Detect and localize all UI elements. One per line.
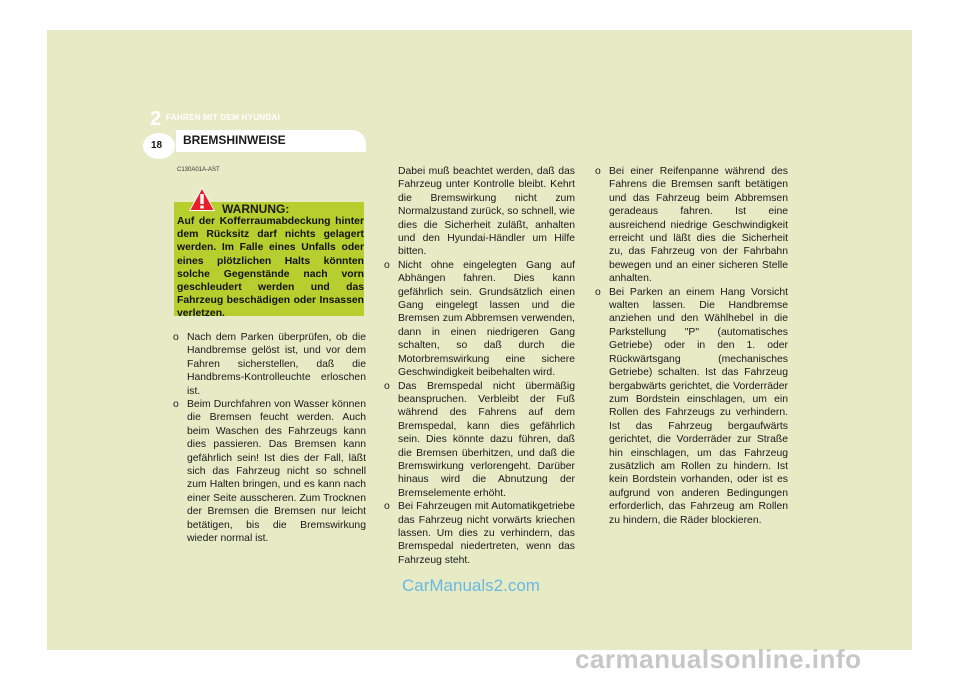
list-item-text: Beim Durchfahren von Wasser können die Bremsen feucht werden. Auch beim Waschen des Fahrzeugs kann dies passieren. Das Bremsen kann gefährlich sein! Ist dies der Fall, läßt sich das Fahrzeug nicht so schnell zum Halten bringen, und es kann nach einer Seite ausscheren. Zum Trocknen der Bremsen die Bremsen nur leicht betätigen, bis die Bremswirkung wieder normal ist. bbox=[187, 399, 366, 545]
chapter-number: 2 bbox=[150, 108, 162, 130]
warning-title: WARNUNG: bbox=[222, 202, 290, 216]
watermark-link[interactable]: CarManuals2.com bbox=[402, 576, 540, 595]
list-item-text: Nicht ohne eingelegten Gang auf Abhängen fahren. Dies kann gefährlich sein. Grundsätzlich einen Gang eingelegt lassen und die Bremsen zum Abbremsen verwenden, dann in einen niedrigeren Gang schalten, so daß durch die Motorbremswirkung eine sichere Geschwindigkeit beibehalten wird. bbox=[398, 259, 575, 379]
list-item-text: Das Bremspedal nicht übermäßig beanspruchen. Verbleibt der Fuß während des Fahrens auf dem Bremspedal, kann dies gefährlich sein. Dies könnte dazu führen, daß die Bremsen überhitzen, und daß die Bremswirkung verlorengeht. Darüber hinaus wird die Abnutzung der Bremselemente erhöht. bbox=[398, 380, 575, 499]
bullet: o bbox=[173, 332, 179, 343]
bullet: o bbox=[384, 380, 390, 392]
list-item bbox=[173, 398, 366, 545]
column-1 bbox=[173, 331, 366, 546]
list-item bbox=[384, 259, 575, 380]
section-title: BREMSHINWEISE bbox=[183, 133, 286, 147]
column-3 bbox=[595, 165, 788, 527]
bullet: o bbox=[595, 166, 601, 177]
list-item bbox=[384, 380, 575, 501]
list-item bbox=[384, 500, 575, 567]
bullet: o bbox=[595, 286, 601, 298]
bullet: o bbox=[173, 399, 179, 411]
list-item bbox=[595, 286, 788, 527]
list-item-text: Bei einer Reifenpanne während des Fahrens die Bremsen sanft betätigen und das Fahrzeug beim Abbremsen geradeaus fahren. Ist eine ausreichend niedrige Geschwindigkeit erreicht und läßt dies die Sicherheit zu, das Fahrzeug von der Fahrbahn bewegen und an einer sicheren Stelle anhalten. bbox=[609, 166, 788, 285]
page-number: 18 bbox=[151, 140, 163, 151]
watermark-text: carmanualsonline.info bbox=[575, 644, 862, 674]
bullet: o bbox=[384, 259, 390, 271]
warning-text: Auf der Kofferraumabdeckung hinter dem Rücksitz darf nichts gelagert werden. Im Falle eines Unfalls oder eines plötzlichen Halts könnten solche Gegenstände nach vorn geschleudert werden und das Fahrzeug beschädigen oder Insassen verletzen. bbox=[177, 216, 364, 320]
document-code: C130A01A-AST bbox=[177, 167, 220, 173]
list-item bbox=[173, 331, 366, 398]
bullet: o bbox=[384, 501, 390, 513]
list-item-text: Bei Fahrzeugen mit Automatikgetriebe das Fahrzeug nicht vorwärts kriechen lassen. Um dies zu verhindern, das Bremspedal niedertreten, wenn das Fahrzeug steht. bbox=[398, 501, 575, 566]
list-item bbox=[595, 165, 788, 286]
list-item-text: Nach dem Parken überprüfen, ob die Handbremse gelöst ist, und vor dem Fahren sicherstellen, daß die Handbrems-Kontrolleuchte erloschen ist. bbox=[187, 332, 366, 397]
continuation-paragraph: Dabei muß beachtet werden, daß das Fahrzeug unter Kontrolle bleibt. Kehrt die Bremswirkung nicht zum Normalzustand zurück, so schnell, wie dies die Sicherheit zuläßt, anhalten und den Hyundai-Händler um Hilfe bitten. bbox=[398, 166, 575, 258]
exclamation-triangle-icon bbox=[188, 186, 216, 212]
column-2 bbox=[384, 165, 575, 567]
chapter-title: FAHREN MIT DEM HYUNDAI bbox=[166, 113, 281, 122]
list-item-text: Bei Parken an einem Hang Vorsicht walten lassen. Die Handbremse anziehen und den Wählhebel in die Parkstellung "P" (automatisches Getriebe) oder in den 1. oder Rückwärtsgang (mechanisches Getriebe) schalten. Ist das Fahrzeug bergabwärts gerichtet, die Vorderräder zum Bordstein einschlagen, um ein Rollen des Fahrzeugs zu verhindern. Ist das Fahrzeug bergaufwärts gerichtet, die Vorderräder zur Straße hin einschlagen, um das Fahrzeug zusätzlich am Rollen zu hindern. Ist kein Bordstein vorhanden, oder ist es aufgrund von anderen Bedingungen erforderlich, das Fahrzeug am Rollen zu hindern, die Räder blockieren. bbox=[609, 286, 788, 526]
